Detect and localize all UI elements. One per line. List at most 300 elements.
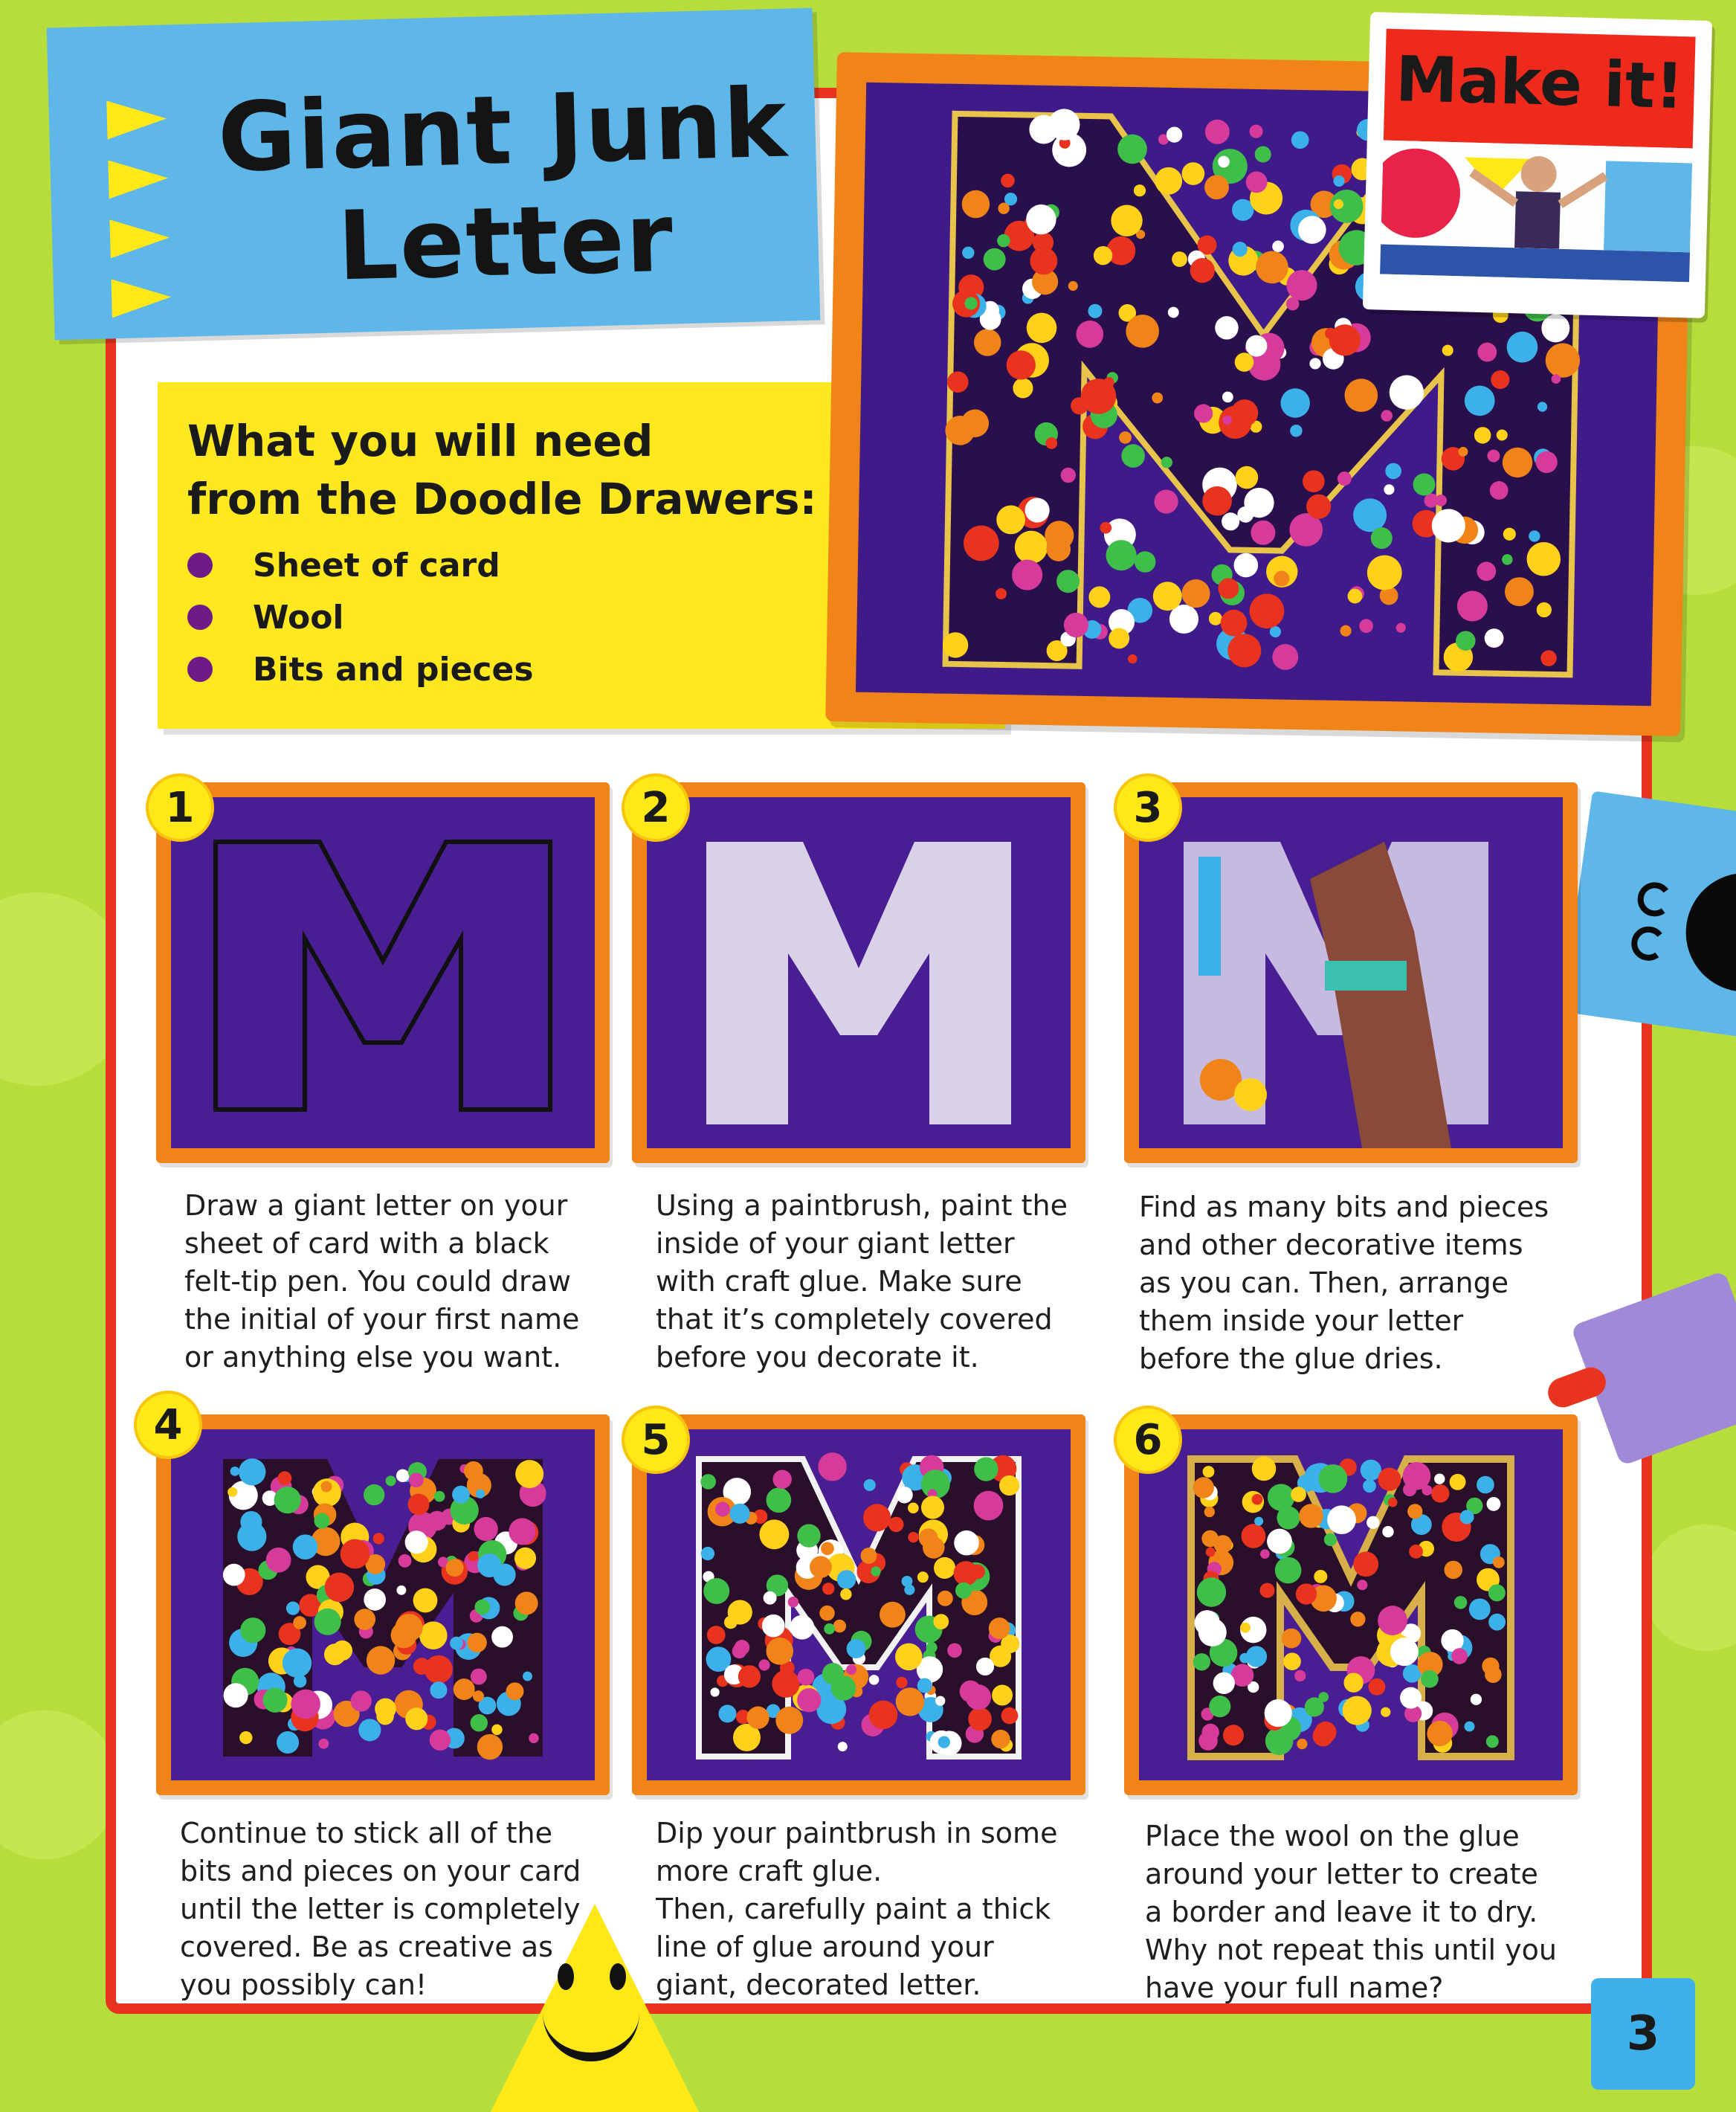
step-2-photo-inner	[647, 797, 1071, 1148]
confetti-dot	[468, 1551, 479, 1562]
confetti-dot	[1407, 1504, 1422, 1519]
confetti-dot	[846, 1664, 856, 1675]
confetti-dot	[354, 1609, 375, 1630]
step-4-text	[180, 1815, 626, 2004]
materials-item	[187, 595, 344, 640]
confetti-dot	[968, 1707, 992, 1731]
confetti-dot	[1198, 1618, 1227, 1646]
step-text-line: with craft glue. Make sure	[656, 1265, 1022, 1298]
confetti-dot	[703, 1578, 729, 1604]
confetti-dot	[821, 1542, 834, 1555]
confetti-dot	[1427, 1721, 1452, 1746]
confetti-dot	[408, 1493, 430, 1515]
confetti-dot	[1254, 146, 1271, 162]
step-number-badge: 4	[134, 1391, 202, 1459]
confetti-dot	[989, 1617, 1010, 1639]
confetti-dot	[824, 1623, 835, 1635]
confetti-dot	[1400, 1687, 1422, 1709]
confetti-dot	[1363, 1479, 1376, 1493]
confetti-dot	[999, 1475, 1019, 1496]
confetti-dot	[474, 1600, 490, 1615]
confetti-dot	[491, 1626, 513, 1648]
confetti-dot	[974, 1491, 1004, 1521]
step-text-line: Why not repeat this until you	[1145, 1934, 1557, 1966]
confetti-dot	[797, 1688, 821, 1712]
confetti-dot	[847, 1639, 866, 1658]
confetti-dot	[772, 1470, 791, 1489]
confetti-dot	[1381, 1707, 1390, 1717]
confetti-dot	[1268, 1484, 1294, 1510]
materials-item-label: Wool	[253, 598, 344, 637]
confetti-dot	[405, 1530, 428, 1554]
confetti-dot	[476, 1490, 485, 1498]
confetti-dot	[896, 1687, 924, 1716]
step-text-line: line of glue around your	[656, 1931, 994, 1963]
confetti-dot	[364, 1484, 384, 1505]
confetti-dot	[1384, 484, 1394, 495]
confetti-dot	[790, 1615, 814, 1640]
confetti-dot	[286, 1602, 300, 1615]
confetti-dot	[934, 1557, 955, 1579]
confetti-dot	[797, 1524, 820, 1547]
confetti-dot	[1488, 1584, 1506, 1601]
confetti-dot	[947, 1643, 962, 1658]
confetti-dot	[992, 1685, 1013, 1706]
confetti-dot	[325, 1573, 354, 1603]
confetti-dot	[278, 1471, 292, 1485]
confetti-dot	[1465, 1722, 1475, 1732]
confetti-dot	[762, 1614, 785, 1638]
confetti-dot	[471, 1669, 487, 1685]
confetti-dot	[1343, 1696, 1372, 1725]
confetti-dot	[954, 1530, 979, 1556]
confetti-dot	[321, 1481, 332, 1493]
materials-item	[187, 647, 534, 692]
confetti-dot	[1213, 1672, 1235, 1694]
presenter-photo	[1381, 141, 1693, 253]
step-text-line: sheet of card with a black	[184, 1227, 549, 1260]
confetti-dot	[1001, 1707, 1019, 1725]
confetti-dot	[1209, 612, 1222, 625]
confetti-dot	[1265, 1699, 1292, 1727]
confetti-dot	[888, 1517, 903, 1532]
confetti-dot	[810, 1556, 832, 1578]
confetti-dot	[291, 1690, 320, 1719]
confetti-dot	[1206, 1548, 1216, 1557]
confetti-dot	[464, 1461, 483, 1481]
step-text-line: before the glue dries.	[1139, 1342, 1443, 1375]
step-text-line: Continue to stick all of the	[180, 1817, 552, 1849]
confetti-dot	[277, 1731, 299, 1754]
confetti-dot	[921, 1496, 944, 1519]
step-number-badge: 1	[146, 773, 214, 842]
step-2-photo	[632, 782, 1085, 1163]
confetti-dot	[788, 1597, 799, 1608]
confetti-dot	[452, 1486, 470, 1504]
confetti-dot	[976, 1658, 994, 1675]
confetti-dot	[314, 1513, 329, 1529]
confetti-dot	[1353, 498, 1387, 532]
confetti-dot	[1128, 654, 1138, 664]
confetti-dot	[840, 1588, 851, 1600]
materials-item-label: Sheet of card	[253, 546, 500, 585]
confetti-dot	[1421, 1670, 1439, 1688]
confetti-dot	[293, 1534, 318, 1559]
confetti-dot	[1267, 1529, 1292, 1554]
bullet-icon	[187, 657, 213, 682]
background-blob	[0, 1710, 119, 1859]
confetti-dot	[1209, 1696, 1230, 1717]
confetti-dot	[1135, 551, 1156, 573]
confetti-dot	[454, 1678, 475, 1700]
confetti-dot	[732, 1644, 747, 1659]
step-text-line: Draw a giant letter on your	[184, 1189, 568, 1222]
step-5-photo-inner	[647, 1429, 1071, 1780]
bullet-icon	[187, 605, 213, 630]
confetti-dot	[1353, 1551, 1378, 1577]
confetti-dot	[746, 1707, 769, 1729]
confetti-dot	[838, 1742, 848, 1751]
confetti-dot	[1469, 1598, 1491, 1620]
confetti-dot	[1291, 1487, 1306, 1502]
step-text-line: around your letter to create	[1145, 1858, 1538, 1890]
confetti-dot	[405, 1707, 427, 1730]
confetti-dot	[1282, 1629, 1302, 1649]
confetti-dot	[1413, 473, 1436, 496]
step-text-line: as you can. Then, arrange	[1139, 1266, 1509, 1299]
background-blob	[1643, 1525, 1736, 1651]
confetti-dot	[367, 1646, 395, 1674]
confetti-dot	[293, 1616, 306, 1629]
confetti-dot	[1205, 120, 1230, 145]
confetti-dot	[1242, 1524, 1266, 1548]
step-number-badge: 2	[622, 773, 690, 842]
confetti-dot	[1385, 463, 1401, 479]
confetti-dot	[1272, 644, 1298, 670]
confetti-dot	[373, 1533, 384, 1544]
confetti-dot	[1324, 1533, 1337, 1546]
confetti-dot	[491, 1725, 503, 1736]
step-text-line: more craft glue.	[656, 1855, 882, 1887]
confetti-dot	[1382, 1526, 1393, 1537]
confetti-dot	[358, 1719, 381, 1741]
confetti-dot	[1240, 1623, 1251, 1633]
confetti-dot	[224, 1683, 248, 1707]
confetti-dot	[1359, 619, 1373, 633]
confetti-dot	[970, 1565, 985, 1580]
confetti-dot	[239, 1458, 265, 1485]
confetti-dot	[266, 1548, 291, 1573]
confetti-dot	[991, 1730, 1010, 1748]
confetti-dot	[974, 1457, 998, 1481]
confetti-dot	[880, 1602, 906, 1628]
step-text-line: or anything else you want.	[184, 1341, 562, 1374]
confetti-dot	[283, 1648, 312, 1677]
step-text-line: Place the wool on the glue	[1145, 1820, 1520, 1852]
confetti-dot	[240, 1617, 265, 1643]
make-it-badge	[1363, 12, 1712, 318]
confetti-dot	[1327, 1505, 1356, 1534]
confetti-dot	[759, 1519, 789, 1549]
confetti-dot	[274, 1487, 301, 1513]
step-text-line: them inside your letter	[1139, 1304, 1464, 1337]
step-1-photo	[156, 782, 610, 1163]
confetti-dot	[772, 1670, 799, 1698]
confetti-dot	[1471, 1694, 1482, 1705]
confetti-dot	[514, 1548, 536, 1569]
confetti-dot	[904, 1585, 914, 1595]
confetti-dot	[1254, 1517, 1263, 1526]
confetti-dot	[1444, 1561, 1462, 1580]
confetti-dot	[917, 1678, 932, 1693]
confetti-dot	[1299, 1504, 1323, 1527]
blue-smiley-card-icon	[1561, 791, 1736, 1038]
confetti-dot	[1193, 1477, 1214, 1498]
confetti-dot	[1488, 1614, 1506, 1631]
step-6-photo	[1124, 1414, 1578, 1795]
confetti-dot	[917, 1571, 929, 1583]
confetti-dot	[1378, 1468, 1401, 1491]
step-1-photo-inner	[171, 797, 595, 1148]
confetti-dot	[446, 1559, 464, 1577]
confetti-dot	[895, 1643, 923, 1671]
step-text-line: until the letter is completely	[180, 1893, 581, 1925]
confetti-dot	[863, 1504, 891, 1531]
confetti-dot	[1431, 1484, 1449, 1502]
confetti-dot	[837, 1570, 856, 1589]
confetti-dot	[1296, 1583, 1317, 1604]
confetti-dot	[1181, 579, 1210, 608]
step-text-line: felt-tip pen. You could draw	[184, 1265, 571, 1298]
make-it-label: Make it!	[1395, 42, 1685, 123]
confetti-dot	[1485, 1666, 1502, 1683]
confetti-dot	[467, 1633, 486, 1652]
confetti-dot	[938, 1736, 950, 1748]
confetti-dot	[1366, 555, 1402, 590]
confetti-dot	[1454, 1596, 1468, 1609]
bullet-icon	[187, 553, 213, 578]
step-text-line: before you decorate it.	[656, 1341, 979, 1374]
confetti-dot	[223, 1564, 245, 1586]
confetti-dot	[960, 1681, 981, 1702]
confetti-dot	[1252, 1494, 1263, 1505]
confetti-dot	[833, 1620, 846, 1632]
confetti-dot	[1450, 1474, 1466, 1490]
confetti-dot	[1121, 444, 1145, 468]
confetti-dot	[1197, 1577, 1226, 1606]
step-text-line: have your full name?	[1145, 1971, 1444, 2004]
confetti-dot	[409, 1472, 424, 1487]
make-it-header	[1384, 29, 1696, 149]
step-5-photo	[632, 1414, 1085, 1795]
confetti-dot	[1193, 1653, 1210, 1670]
confetti-dot	[1477, 1476, 1494, 1494]
confetti-dot	[1294, 1670, 1306, 1681]
confetti-dot	[1493, 1556, 1505, 1568]
confetti-dot	[375, 1699, 396, 1720]
confetti-dot	[430, 1681, 447, 1699]
step-text-line: the initial of your first name	[184, 1303, 580, 1336]
confetti-dot	[1275, 1557, 1302, 1584]
step-4-photo-inner	[171, 1429, 595, 1780]
step-number-badge: 3	[1114, 773, 1182, 842]
confetti-dot	[935, 1696, 945, 1705]
confetti-dot	[798, 1669, 815, 1686]
confetti-dot	[923, 1536, 945, 1559]
confetti-dot	[1223, 1725, 1244, 1745]
confetti-dot	[314, 1609, 341, 1635]
confetti-dot	[1260, 1549, 1270, 1559]
confetti-dot	[413, 1658, 430, 1675]
step-text-line: Using a paintbrush, paint the	[656, 1189, 1068, 1222]
banner-arrow-icon	[112, 277, 172, 318]
confetti-dot	[775, 1707, 803, 1734]
confetti-dot	[1319, 1464, 1348, 1493]
confetti-dot	[1340, 625, 1351, 637]
confetti-dot	[1357, 1580, 1367, 1590]
step-6-text	[1145, 1818, 1591, 2007]
page-title-line: Letter	[336, 182, 676, 303]
confetti-dot	[1388, 1498, 1398, 1507]
confetti-dot	[1314, 1570, 1327, 1583]
confetti-dot	[871, 1566, 880, 1576]
confetti-dot	[341, 1539, 370, 1569]
confetti-dot	[230, 1467, 240, 1476]
confetti-dot	[419, 1621, 448, 1649]
confetti-dot	[861, 1548, 877, 1564]
banner-arrow-icon	[106, 99, 167, 139]
confetti-dot	[1291, 131, 1309, 149]
confetti-dot	[515, 1460, 543, 1488]
confetti-dot	[1204, 1507, 1215, 1517]
confetti-dot	[1088, 586, 1110, 608]
banner-arrow-icon	[109, 218, 170, 258]
confetti-dot	[1305, 1697, 1324, 1716]
confetti-dot	[474, 1517, 497, 1541]
confetti-dot	[396, 1469, 409, 1482]
confetti-dot	[477, 1554, 501, 1577]
confetti-dot	[908, 1503, 919, 1514]
confetti-dot	[515, 1591, 538, 1614]
confetti-dot	[1249, 124, 1262, 138]
step-text-line: Dip your paintbrush in some	[656, 1817, 1058, 1849]
confetti-dot	[318, 1739, 329, 1749]
confetti-dot	[1422, 1485, 1432, 1496]
confetti-dot	[864, 1479, 876, 1491]
confetti-dot	[707, 1626, 726, 1644]
confetti-dot	[738, 1665, 761, 1687]
confetti-dot	[471, 1714, 488, 1731]
step-text-line: you possibly can!	[180, 1968, 427, 2001]
confetti-dot	[819, 1606, 835, 1621]
confetti-dot	[1213, 1535, 1232, 1554]
materials-item-label: Bits and pieces	[253, 650, 534, 689]
confetti-dot	[818, 1452, 846, 1481]
confetti-dot	[938, 1591, 953, 1606]
step-text-line: giant, decorated letter.	[656, 1968, 981, 2001]
step-text-line: inside of your giant letter	[656, 1227, 1015, 1260]
confetti-dot	[1246, 1646, 1267, 1667]
confetti-dot	[1283, 1652, 1301, 1670]
confetti-dot	[473, 1690, 484, 1701]
confetti-dot	[396, 1585, 406, 1595]
confetti-dot	[1378, 1606, 1407, 1635]
confetti-dot	[1460, 1510, 1474, 1524]
step-2-text	[656, 1187, 1102, 1377]
page-title-line: Giant Junk	[216, 68, 790, 194]
confetti-dot	[1343, 1673, 1363, 1693]
confetti-dot	[1119, 431, 1132, 444]
confetti-dot	[1451, 1648, 1468, 1664]
step-text-line: Then, carefully paint a thick	[656, 1893, 1051, 1925]
confetti-dot	[1259, 1583, 1274, 1598]
page-title	[197, 68, 813, 306]
step-text-line: covered. Be as creative as	[180, 1931, 553, 1963]
confetti-dot	[1297, 1739, 1307, 1749]
step-number-badge: 6	[1114, 1406, 1182, 1474]
confetti-dot	[1487, 1497, 1501, 1511]
step-5-text	[656, 1815, 1102, 2004]
confetti-dot	[767, 1638, 794, 1665]
confetti-dot	[1249, 593, 1285, 629]
step-6-photo-inner	[1139, 1429, 1563, 1780]
confetti-dot	[506, 1682, 524, 1700]
confetti-dot	[1313, 1725, 1334, 1746]
confetti-dot	[1252, 1457, 1277, 1481]
confetti-dot	[430, 1730, 451, 1751]
confetti-dot	[1390, 1638, 1419, 1666]
page-number: 3	[1591, 1978, 1695, 2090]
title-banner	[47, 8, 821, 341]
step-3-photo	[1124, 782, 1578, 1163]
confetti-dot	[1409, 1545, 1423, 1559]
confetti-dot	[701, 1547, 714, 1560]
confetti-dot	[386, 1475, 396, 1486]
confetti-dot	[710, 1687, 719, 1696]
confetti-dot	[529, 1733, 539, 1744]
confetti-dot	[1272, 240, 1284, 252]
confetti-dot	[1203, 1466, 1215, 1478]
confetti-dot	[477, 1734, 503, 1760]
confetti-dot	[869, 1675, 880, 1685]
materials-item	[187, 543, 500, 587]
confetti-dot	[228, 1487, 237, 1497]
confetti-dot	[955, 1583, 972, 1599]
confetti-dot	[724, 1616, 738, 1629]
confetti-dot	[758, 1659, 769, 1670]
confetti-dot	[908, 1532, 919, 1543]
confetti-dot	[324, 1643, 346, 1665]
step-text-line: and other decorative items	[1139, 1229, 1523, 1261]
confetti-dot	[1396, 622, 1406, 632]
confetti-dot	[933, 1614, 949, 1629]
materials-heading-line: from the Doodle Drawers:	[187, 474, 817, 524]
confetti-dot	[1350, 1612, 1365, 1626]
confetti-dot	[715, 1502, 730, 1517]
step-text-line: Find as many bits and pieces	[1139, 1191, 1549, 1223]
step-4-photo	[156, 1414, 610, 1795]
confetti-dot	[450, 1637, 463, 1650]
confetti-dot	[1181, 162, 1204, 185]
confetti-dot	[413, 1588, 438, 1613]
confetti-dot	[1368, 1678, 1385, 1696]
confetti-dot	[700, 1474, 716, 1490]
confetti-dot	[262, 1688, 287, 1713]
confetti-dot	[1154, 489, 1178, 514]
confetti-dot	[767, 1487, 792, 1513]
confetti-dot	[822, 1583, 834, 1594]
step-1-text	[184, 1187, 630, 1377]
